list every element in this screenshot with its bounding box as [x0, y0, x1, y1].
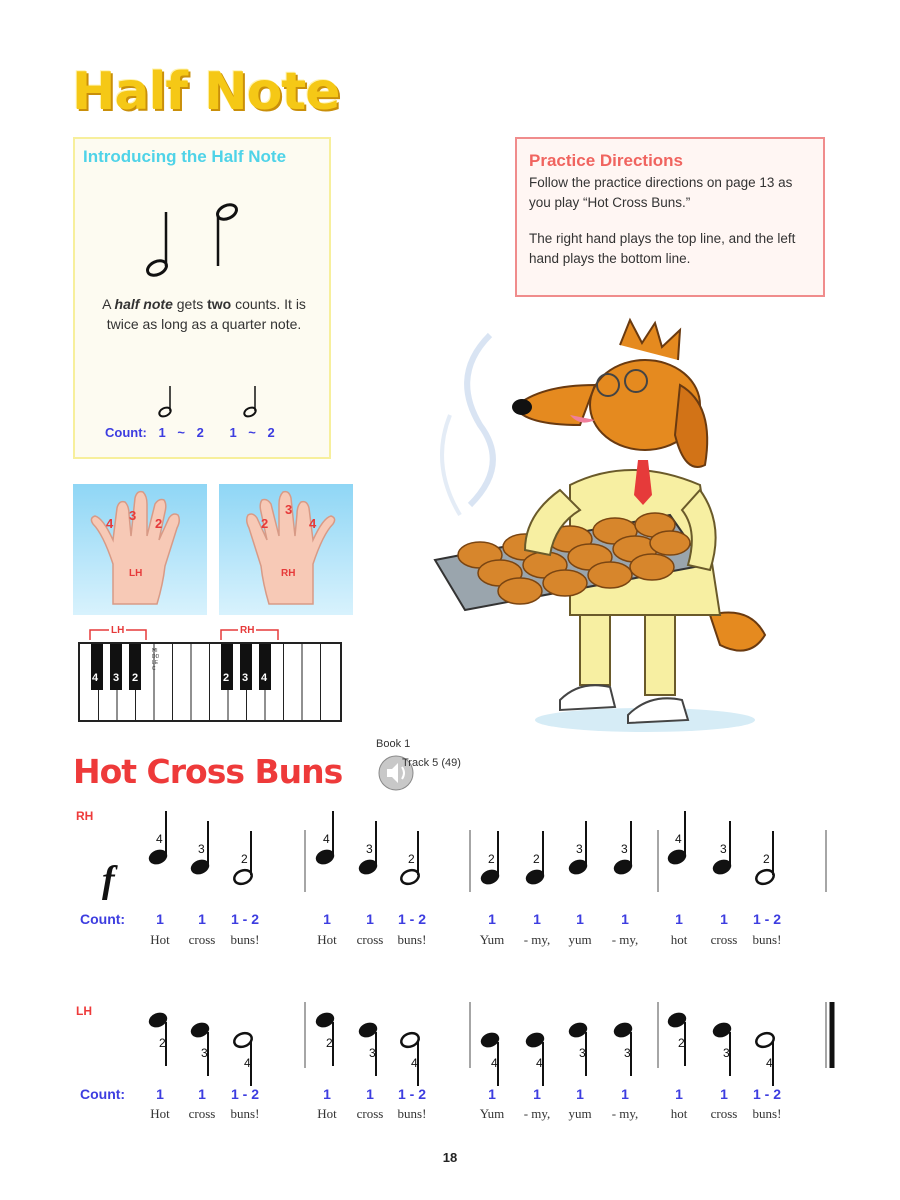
rh-count: 1 [533, 911, 541, 927]
rh-count: 1 [198, 911, 206, 927]
rh-lyric: Yum [479, 932, 505, 947]
lh-count: 1 [156, 1086, 164, 1102]
rh-finger-number: 2 [488, 852, 495, 866]
rh-lyric: Hot [317, 932, 337, 947]
lh-count: 1 [621, 1086, 629, 1102]
rh-note [612, 821, 634, 876]
lh-lyric: buns! [230, 1106, 260, 1121]
rh-label: RH [281, 568, 296, 579]
right-hand-card [219, 484, 353, 615]
lh-note [232, 1031, 254, 1086]
rh-count: 1 [488, 911, 496, 927]
lh-lyric: - my, [611, 1106, 639, 1121]
counted-half-notes [155, 384, 275, 420]
rh-finger-number: 2 [241, 852, 248, 866]
rh-finger-number: 4 [156, 832, 163, 846]
rh-finger-number: 4 [675, 832, 682, 846]
rh-lyric: cross [188, 932, 216, 947]
rh-lyric: yum [568, 932, 592, 947]
lh-finger-2: 2 [155, 516, 163, 531]
middle-c-label: MIDDLE C [152, 648, 160, 672]
lh-note [314, 1011, 336, 1066]
lh-notation [140, 1000, 840, 1090]
rh-count: 1 - 2 [752, 911, 781, 927]
lh-finger-number: 4 [491, 1056, 498, 1070]
lh-finger-number: 4 [766, 1056, 773, 1070]
kb-lh-finger-4: 4 [92, 672, 99, 684]
lh-note [524, 1031, 546, 1086]
rh-notation [140, 800, 840, 900]
lh-finger-number: 4 [244, 1056, 251, 1070]
rh-finger-number: 2 [763, 852, 770, 866]
rh-finger-number: 3 [621, 842, 628, 856]
lh-lyric: Hot [317, 1106, 337, 1121]
rh-lyric: - my, [523, 932, 551, 947]
book-label: Book 1 [376, 738, 411, 750]
lh-finger-number: 4 [411, 1056, 418, 1070]
lh-finger-number: 3 [201, 1046, 208, 1060]
lh-finger-3: 3 [129, 508, 137, 523]
rh-lyric: buns! [752, 932, 782, 947]
keyboard-lh-label: LH [111, 625, 125, 636]
lh-count: 1 [720, 1086, 728, 1102]
rh-note [232, 831, 254, 886]
rh-note [399, 831, 421, 886]
lh-lyric: cross [356, 1106, 384, 1121]
lh-note [612, 1021, 634, 1076]
intro-count: Count: 1 ~ 2 1 ~ 2 [105, 425, 275, 440]
rh-lyric: - my, [611, 932, 639, 947]
page-title: Half Note [72, 62, 340, 122]
lh-lyric: - my, [523, 1106, 551, 1121]
rh-lyric: buns! [397, 932, 427, 947]
kb-rh-finger-3: 3 [242, 672, 249, 684]
piano-keyboard [78, 642, 342, 722]
lh-count: 1 - 2 [230, 1086, 259, 1102]
rh-finger-number: 4 [323, 832, 330, 846]
practice-directions-box [515, 137, 825, 297]
rh-count: 1 [366, 911, 374, 927]
rh-system-tag: RH [76, 809, 94, 823]
rh-finger-number: 3 [720, 842, 727, 856]
left-hand-card [73, 484, 207, 615]
lh-finger-number: 3 [624, 1046, 631, 1060]
lh-note [399, 1031, 421, 1086]
rh-lyric: cross [710, 932, 738, 947]
rh-note [711, 821, 733, 876]
lh-finger-number: 3 [369, 1046, 376, 1060]
practice-paragraph-1: Follow the practice directions on page 13 as you play “Hot Cross Buns.” [529, 175, 793, 210]
lh-count: 1 [533, 1086, 541, 1102]
rh-note [524, 831, 546, 886]
rh-note [479, 831, 501, 886]
rh-count: 1 [720, 911, 728, 927]
rh-finger-number: 3 [198, 842, 205, 856]
rh-finger-4: 4 [309, 516, 317, 531]
keyboard-hand-brackets [88, 626, 348, 642]
rh-finger-number: 3 [366, 842, 373, 856]
dynamic-forte: f [102, 859, 115, 901]
lh-count: 1 [366, 1086, 374, 1102]
lh-note [189, 1021, 211, 1076]
rh-count: 1 - 2 [397, 911, 426, 927]
rh-note [567, 821, 589, 876]
rh-finger-number: 2 [408, 852, 415, 866]
rh-count: 1 [576, 911, 584, 927]
lh-system-tag: LH [76, 1004, 92, 1018]
lh-lyric: hot [670, 1106, 688, 1121]
page-number: 18 [442, 1150, 458, 1165]
rh-count: 1 [156, 911, 164, 927]
keyboard-rh-label: RH [240, 625, 255, 636]
intro-title: Introducing the Half Note [83, 147, 287, 166]
rh-lyric: hot [670, 932, 688, 947]
lh-finger-4: 4 [106, 516, 114, 531]
rh-note [189, 821, 211, 876]
lh-lyric: cross [188, 1106, 216, 1121]
lh-note [754, 1031, 776, 1086]
lh-label: LH [129, 568, 143, 579]
rh-note [666, 811, 688, 866]
lh-finger-number: 2 [678, 1036, 685, 1050]
lh-count: 1 - 2 [397, 1086, 426, 1102]
rh-lyric: cross [356, 932, 384, 947]
lh-count: 1 - 2 [752, 1086, 781, 1102]
kb-rh-finger-2: 2 [223, 672, 230, 684]
lh-lyric: yum [568, 1106, 592, 1121]
lh-finger-number: 2 [159, 1036, 166, 1050]
lh-note [147, 1011, 169, 1066]
left-hand-icon [73, 484, 207, 615]
lh-count: 1 [675, 1086, 683, 1102]
intro-description: A half note gets two counts. It is twice as long as a quarter note. [102, 296, 306, 332]
kb-rh-finger-4: 4 [261, 672, 268, 684]
lh-count: 1 [576, 1086, 584, 1102]
rh-count: 1 [323, 911, 331, 927]
practice-title: Practice Directions [529, 151, 684, 170]
kb-lh-finger-2: 2 [132, 672, 139, 684]
rh-count: 1 - 2 [230, 911, 259, 927]
rh-finger-2: 2 [261, 516, 269, 531]
rh-lyric: Hot [150, 932, 170, 947]
rh-note [357, 821, 379, 876]
rh-finger-number: 2 [533, 852, 540, 866]
rh-note [314, 811, 336, 866]
dog-chef-illustration [430, 315, 780, 735]
lh-lyric: Yum [479, 1106, 505, 1121]
practice-paragraph-2: The right hand plays the top line, and the left hand plays the bottom line. [529, 231, 796, 266]
rh-finger-3: 3 [285, 502, 293, 517]
track-label: Track 5 (49) [402, 757, 461, 769]
lh-finger-number: 2 [326, 1036, 333, 1050]
lh-count: 1 [198, 1086, 206, 1102]
lh-note [567, 1021, 589, 1076]
lh-note [479, 1031, 501, 1086]
kb-lh-finger-3: 3 [113, 672, 120, 684]
intro-box [73, 137, 331, 459]
lh-count: 1 [323, 1086, 331, 1102]
rh-count: 1 [675, 911, 683, 927]
lh-count: 1 [488, 1086, 496, 1102]
lh-finger-number: 3 [723, 1046, 730, 1060]
lh-note [357, 1021, 379, 1076]
rh-count: 1 [621, 911, 629, 927]
rh-note [147, 811, 169, 866]
half-note-illustration [135, 194, 255, 284]
song-title: Hot Cross Buns [73, 752, 343, 791]
lh-lyric: buns! [752, 1106, 782, 1121]
lh-lyric: Hot [150, 1106, 170, 1121]
rh-lyric: buns! [230, 932, 260, 947]
rh-note [754, 831, 776, 886]
lh-finger-number: 3 [579, 1046, 586, 1060]
lh-note [711, 1021, 733, 1076]
rh-count-label: Count: [80, 911, 126, 927]
rh-finger-number: 3 [576, 842, 583, 856]
lh-note [666, 1011, 688, 1066]
lh-finger-number: 4 [536, 1056, 543, 1070]
lh-lyric: cross [710, 1106, 738, 1121]
lh-lyric: buns! [397, 1106, 427, 1121]
lh-count-label: Count: [80, 1086, 126, 1102]
